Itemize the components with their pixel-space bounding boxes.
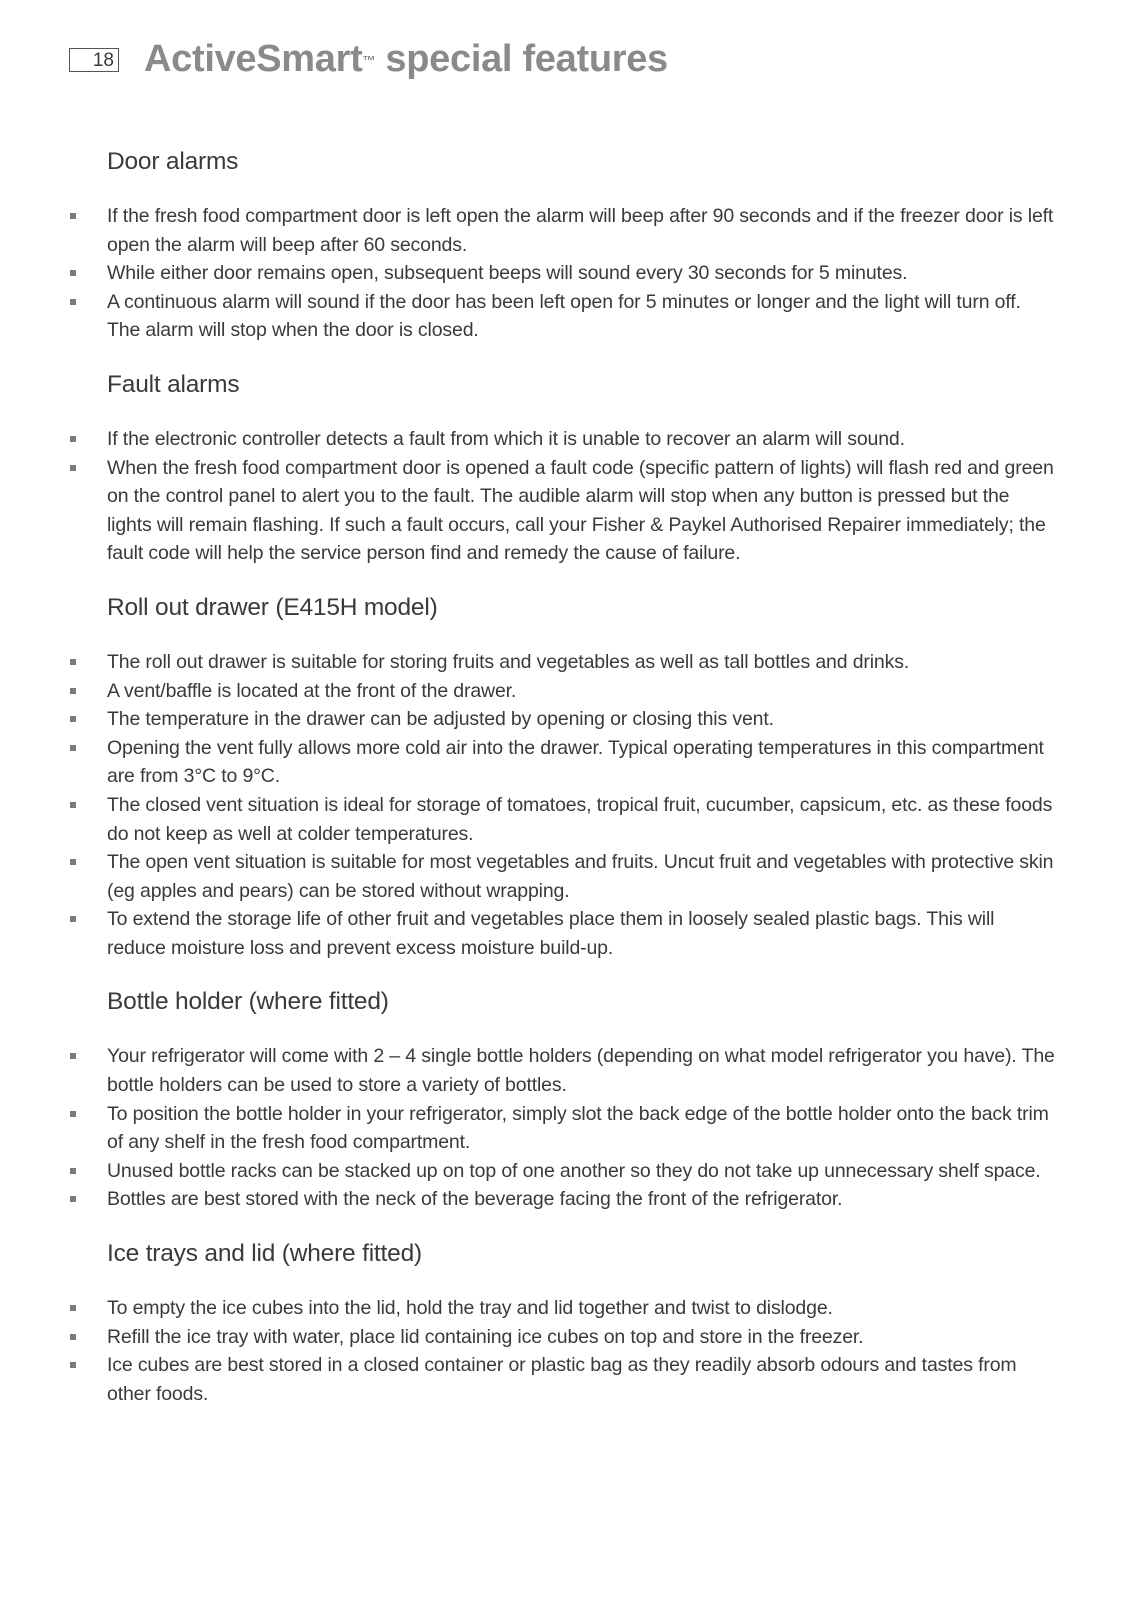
list-item	[67, 202, 1057, 259]
square-bullet-icon	[70, 299, 76, 305]
list-item-text: If the electronic controller detects a fault from which it is unable to recover an alarm will sound.	[107, 427, 905, 450]
page-title-brand: ActiveSmart	[144, 38, 363, 80]
list-item	[67, 905, 1057, 962]
list-item	[67, 1042, 1057, 1099]
square-bullet-icon	[70, 659, 76, 665]
square-bullet-icon	[70, 1305, 76, 1311]
list-item-text: The temperature in the drawer can be adjusted by opening or closing this vent.	[107, 708, 774, 731]
page-number-box	[69, 48, 119, 72]
list-item	[67, 425, 1057, 454]
list-item-text: Ice cubes are best stored in a closed container or plastic bag as they readily absorb odours and tastes from other foods.	[107, 1354, 1017, 1405]
square-bullet-icon	[70, 1334, 76, 1340]
list-item-text: While either door remains open, subsequent beeps will sound every 30 seconds for 5 minutes.	[107, 262, 908, 285]
list-item	[67, 1157, 1057, 1186]
list-item-text: Unused bottle racks can be stacked up on top of one another so they do not take up unnecessary shelf space.	[107, 1159, 1041, 1182]
square-bullet-icon	[70, 1053, 76, 1059]
section-heading: Door alarms	[107, 148, 239, 175]
square-bullet-icon	[70, 213, 76, 219]
list-item	[67, 648, 1057, 677]
bullet-list	[67, 1042, 1057, 1214]
list-item-text: Bottles are best stored with the neck of the beverage facing the front of the refrigerator.	[107, 1188, 843, 1211]
section-heading: Fault alarms	[107, 370, 240, 398]
square-bullet-icon	[70, 916, 76, 922]
square-bullet-icon	[70, 1196, 76, 1202]
square-bullet-icon	[70, 716, 76, 722]
list-item	[67, 848, 1057, 905]
list-item	[67, 454, 1057, 568]
list-item	[67, 1323, 1057, 1352]
bullet-list	[67, 648, 1057, 963]
bullet-list	[67, 1294, 1057, 1408]
list-item	[67, 705, 1057, 734]
list-item-text: Opening the vent fully allows more cold air into the drawer. Typical operating temperatures in this compartment are from 3°C to 9°C.	[107, 736, 1044, 788]
list-item	[67, 288, 1057, 345]
list-item-text: If the fresh food compartment door is left open the alarm will beep after 90 seconds and if the freezer door is left open the alarm will beep after 60 seconds.	[107, 205, 1054, 256]
section-heading: Ice trays and lid (where fitted)	[107, 1240, 422, 1268]
list-item-text: The open vent situation is suitable for most vegetables and fruits. Uncut fruit and vegetables with protective skin (eg apples and pears) can be stored without wrapping.	[107, 851, 1054, 902]
square-bullet-icon	[70, 270, 76, 276]
list-item-text: Refill the ice tray with water, place lid containing ice cubes on top and store in the freezer.	[107, 1325, 864, 1348]
square-bullet-icon	[70, 1168, 76, 1174]
square-bullet-icon	[70, 745, 76, 751]
trademark-symbol: ™	[362, 53, 376, 68]
section-heading: Roll out drawer (E415H model)	[107, 593, 438, 621]
list-item-text: The roll out drawer is suitable for storing fruits and vegetables as well as tall bottles and drinks.	[107, 650, 910, 673]
square-bullet-icon	[70, 688, 76, 694]
bullet-list	[67, 202, 1057, 345]
list-item-text: When the fresh food compartment door is opened a fault code (specific pattern of lights) will flash red and green on the control panel to alert you to the fault. The audible alarm will stop when any button is pressed but the lights will remain flashing. If such a fault occurs, call your Fisher & Paykel Authorised Repairer immediately; the fault code will help the service person find and remedy the cause of failure.	[107, 456, 1054, 565]
list-item-text: To empty the ice cubes into the lid, hold the tray and lid together and twist to dislodge.	[107, 1297, 833, 1320]
list-item	[67, 1100, 1057, 1157]
document-body	[67, 144, 1057, 1430]
list-item-text: A vent/baffle is located at the front of the drawer.	[107, 679, 517, 702]
square-bullet-icon	[70, 859, 76, 865]
list-item	[67, 677, 1057, 706]
list-item-text: Your refrigerator will come with 2 – 4 single bottle holders (depending on what model refrigerator you have). The bottle holders can be used to store a variety of bottles.	[107, 1045, 1055, 1097]
page-title	[144, 36, 668, 82]
square-bullet-icon	[70, 465, 76, 471]
list-item-text: To extend the storage life of other fruit and vegetables place them in loosely sealed plastic bags. This will reduce moisture loss and prevent excess moisture build-up.	[107, 908, 995, 959]
square-bullet-icon	[70, 436, 76, 442]
list-item	[67, 259, 1057, 288]
square-bullet-icon	[70, 802, 76, 808]
list-item-text: To position the bottle holder in your refrigerator, simply slot the back edge of the bottle holder onto the back trim of any shelf in the fresh food compartment.	[107, 1102, 1049, 1154]
bullet-list	[67, 425, 1057, 568]
page-number: 18	[92, 50, 114, 71]
list-item-text: The closed vent situation is ideal for storage of tomatoes, tropical fruit, cucumber, capsicum, etc. as these foods do not keep as well at colder temperatures.	[107, 793, 1053, 845]
list-item	[67, 734, 1057, 791]
list-item-text: A continuous alarm will sound if the door has been left open for 5 minutes or longer and the light will turn off. The alarm will stop when the door is closed.	[107, 290, 1021, 342]
square-bullet-icon	[70, 1362, 76, 1368]
list-item	[67, 1185, 1057, 1214]
page-title-suffix: special features	[375, 38, 668, 80]
square-bullet-icon	[70, 1111, 76, 1117]
list-item	[67, 1294, 1057, 1323]
list-item	[67, 791, 1057, 848]
list-item	[67, 1351, 1057, 1408]
section-heading: Bottle holder (where fitted)	[107, 988, 389, 1016]
